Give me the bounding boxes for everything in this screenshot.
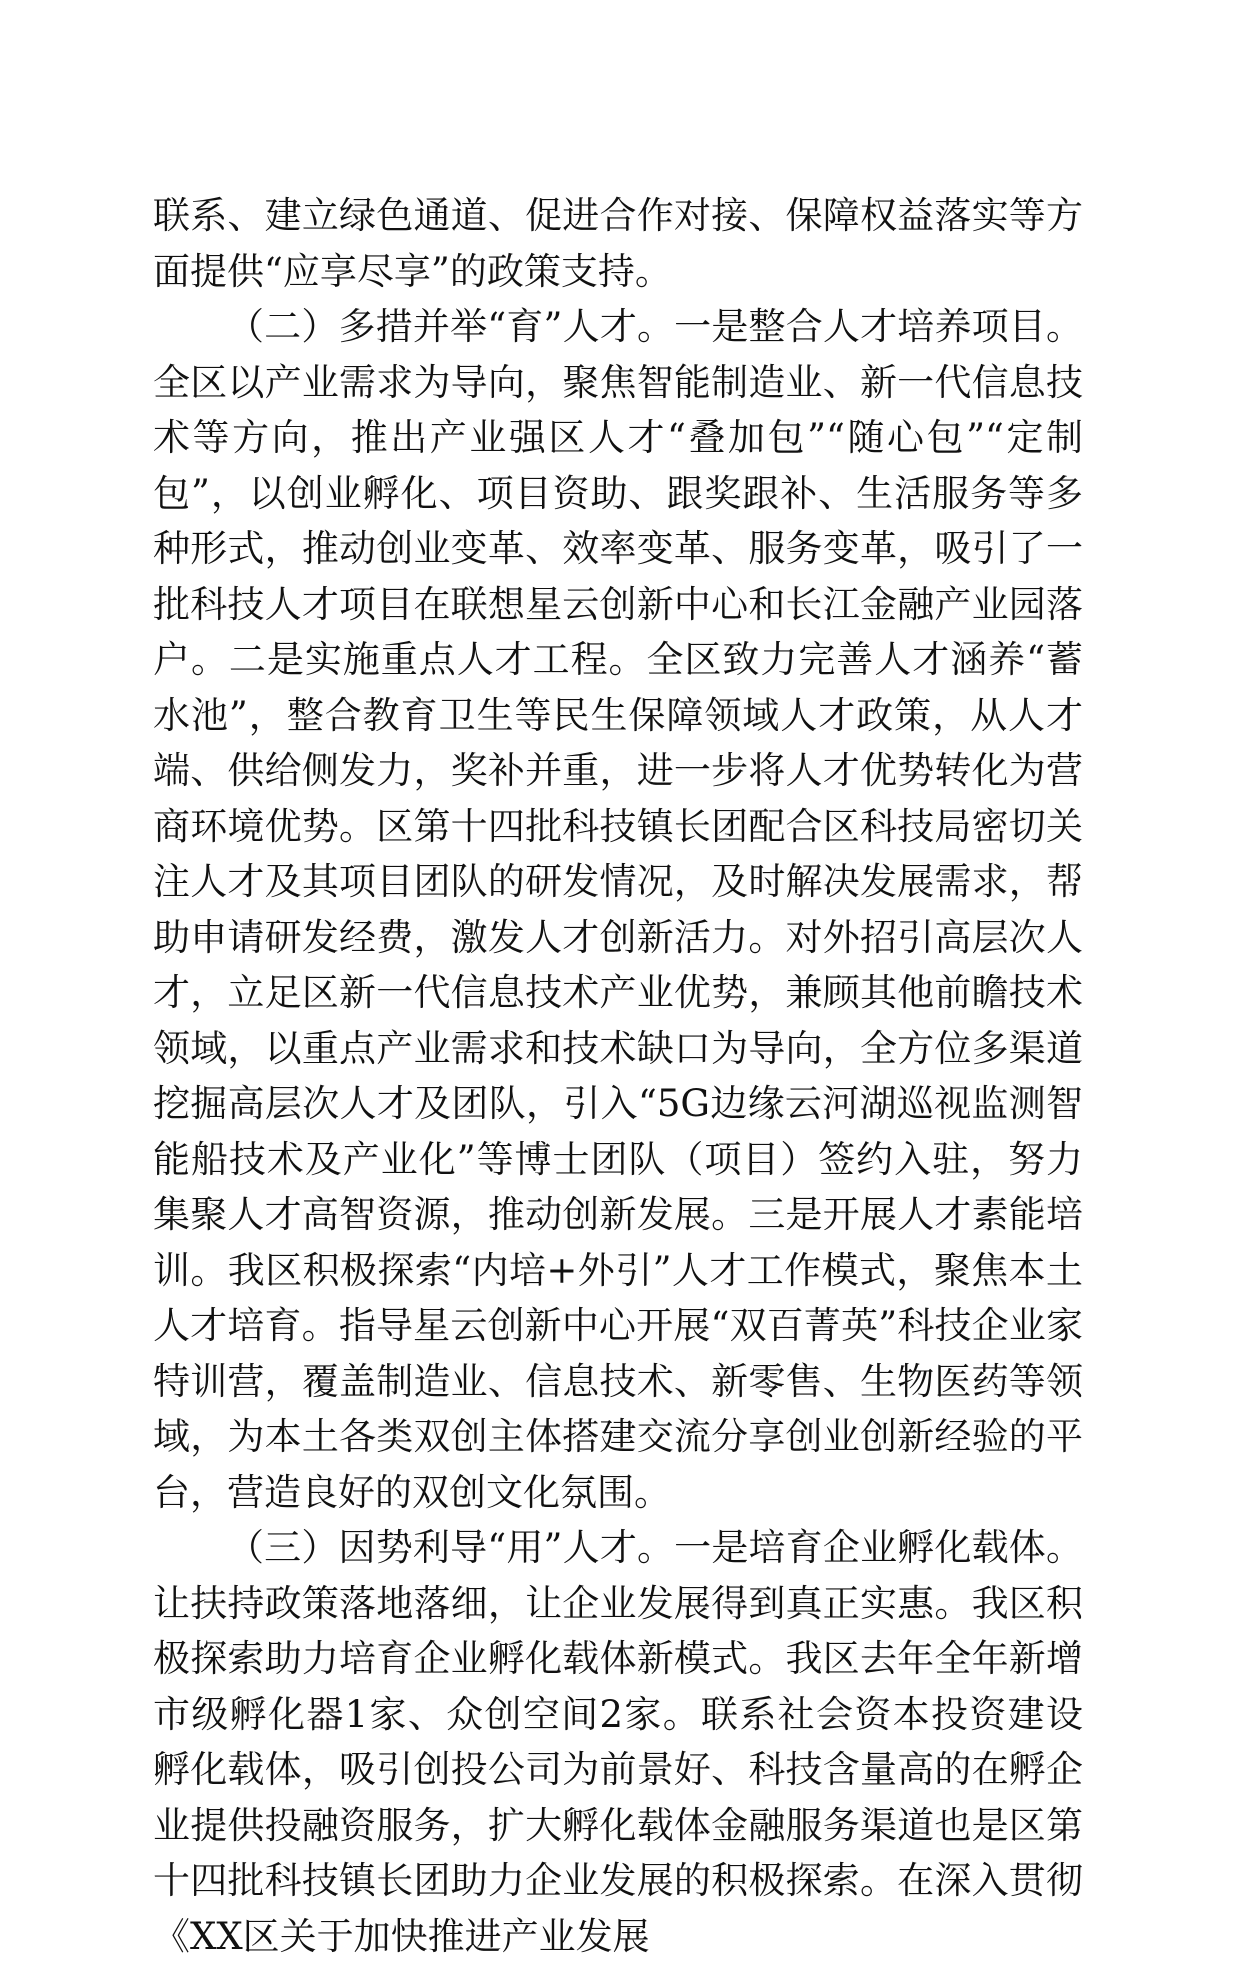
paragraph-section-three: （三）因势利导“用”人才。一是培育企业孵化载体。让扶持政策落地落细，让企业发展得到真正实惠。我区积极探索助力培育企业孵化载体新模式。我区去年全年新增市级孵化器1家、众创空间2家。联系社会资本投资建设孵化载体，吸引创投公司为前景好、科技含量高的在孵企业提供投融资服务，扩大孵化载体金融服务渠道也是区第十四批科技镇长团助力企业发展的积极探索。在深入贯彻《XX区关于加快推进产业发展 — [153, 1526, 1083, 1958]
paragraph-continued: 联系、建立绿色通道、促进合作对接、保障权益落实等方面提供“应享尽享”的政策支持。 — [153, 194, 1083, 293]
paragraph-section-two: （二）多措并举“育”人才。一是整合人才培养项目。全区以产业需求为导向，聚焦智能制造业、新一代信息技术等方向，推出产业强区人才“叠加包”“随心包”“定制包”，以创业孵化、项目资助、跟奖跟补、生活服务等多种形式，推动创业变革、效率变革、服务变革，吸引了一批科技人才项目在联想星云创新中心和长江金融产业园落户。二是实施重点人才工程。全区致力完善人才涵养“蓄水池”，整合教育卫生等民生保障领域人才政策，从人才端、供给侧发力，奖补并重，进一步将人才优势转化为营商环境优势。区第十四批科技镇长团配合区科技局密切关注人才及其项目团队的研发情况，及时解决发展需求，帮助申请研发经费，激发人才创新活力。对外招引高层次人才，立足区新一代信息技术产业优势，兼顾其他前瞻技术领域，以重点产业需求和技术缺口为导向，全方位多渠道挖掘高层次人才及团队，引入“5G边缘云河湖巡视监测智能船技术及产业化”等博士团队（项目）签约入驻，努力集聚人才高智资源，推动创新发展。三是开展人才素能培训。我区积极探索“内培+外引”人才工作模式，聚焦本土人才培育。指导星云创新中心开展“双百菁英”科技企业家特训营，覆盖制造业、信息技术、新零售、生物医药等领域，为本土各类双创主体搭建交流分享创业创新经验的平台，营造良好的双创文化氛围。 — [153, 305, 1083, 1514]
document-body — [153, 188, 1083, 1964]
